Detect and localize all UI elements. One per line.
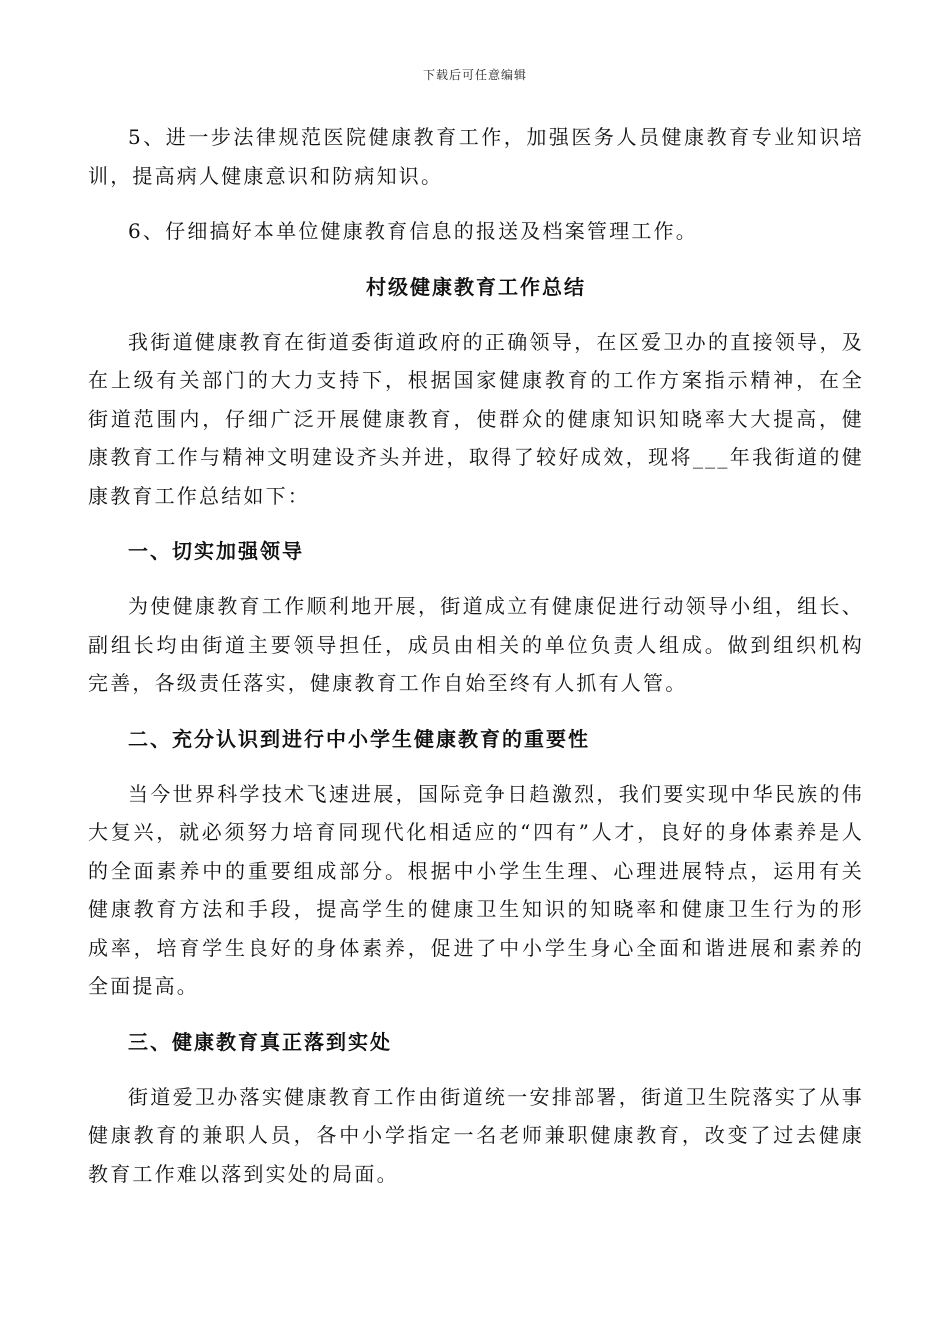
section-heading-1: 一、切实加强领导 [128,539,304,563]
intro-paragraph: 我街道健康教育在街道委街道政府的正确领导，在区爱卫办的直接领导，及在上级有关部门的大力支持下，根据国家健康教育的工作方案指示精神，在全街道范围内，仔细广泛开展健康教育，使群众的健康知识知晓率大大提高，健康教育工作与精神文明建设齐头并进，取得了较好成效，现将___年我街道的健康教育工作总结如下： [88,329,864,508]
section-heading-2: 二、充分认识到进行中小学生健康教育的重要性 [128,726,590,751]
section-heading-3: 三、健康教育真正落到实处 [128,1029,392,1054]
document-body [88,118,864,1210]
document-title: 村级健康教育工作总结 [366,274,586,299]
paragraph-item-5: 5、进一步法律规范医院健康教育工作，加强医务人员健康教育专业知识培训，提高病人健康意识和防病知识。 [88,125,864,188]
paragraph-item-6: 6、仔细搞好本单位健康教育信息的报送及档案管理工作。 [128,219,698,243]
section-paragraph-3: 街道爱卫办落实健康教育工作由街道统一安排部署，街道卫生院落实了从事健康教育的兼职人员，各中小学指定一名老师兼职健康教育，改变了过去健康教育工作难以落到实处的局面。 [88,1084,864,1186]
section-paragraph-2: 当今世界科学技术飞速进展，国际竞争日趋激烈，我们要实现中华民族的伟大复兴，就必须努力培育同现代化相适应的“四有”人才，良好的身体素养是人的全面素养中的重要组成部分。根据中小学生生理、心理进展特点，运用有关健康教育方法和手段，提高学生的健康卫生知识的知晓率和健康卫生行为的形成率，培育学生良好的身体素养，促进了中小学生身心全面和谐进展和素养的全面提高。 [88,781,864,998]
page-header: 下载后可任意编辑 [422,68,527,82]
section-paragraph-1: 为使健康教育工作顺利地开展，街道成立有健康促进行动领导小组，组长、副组长均由街道主要领导担任，成员由相关的单位负责人组成。做到组织机构完善，各级责任落实，健康教育工作自始至终有人抓有人管。 [88,594,864,695]
